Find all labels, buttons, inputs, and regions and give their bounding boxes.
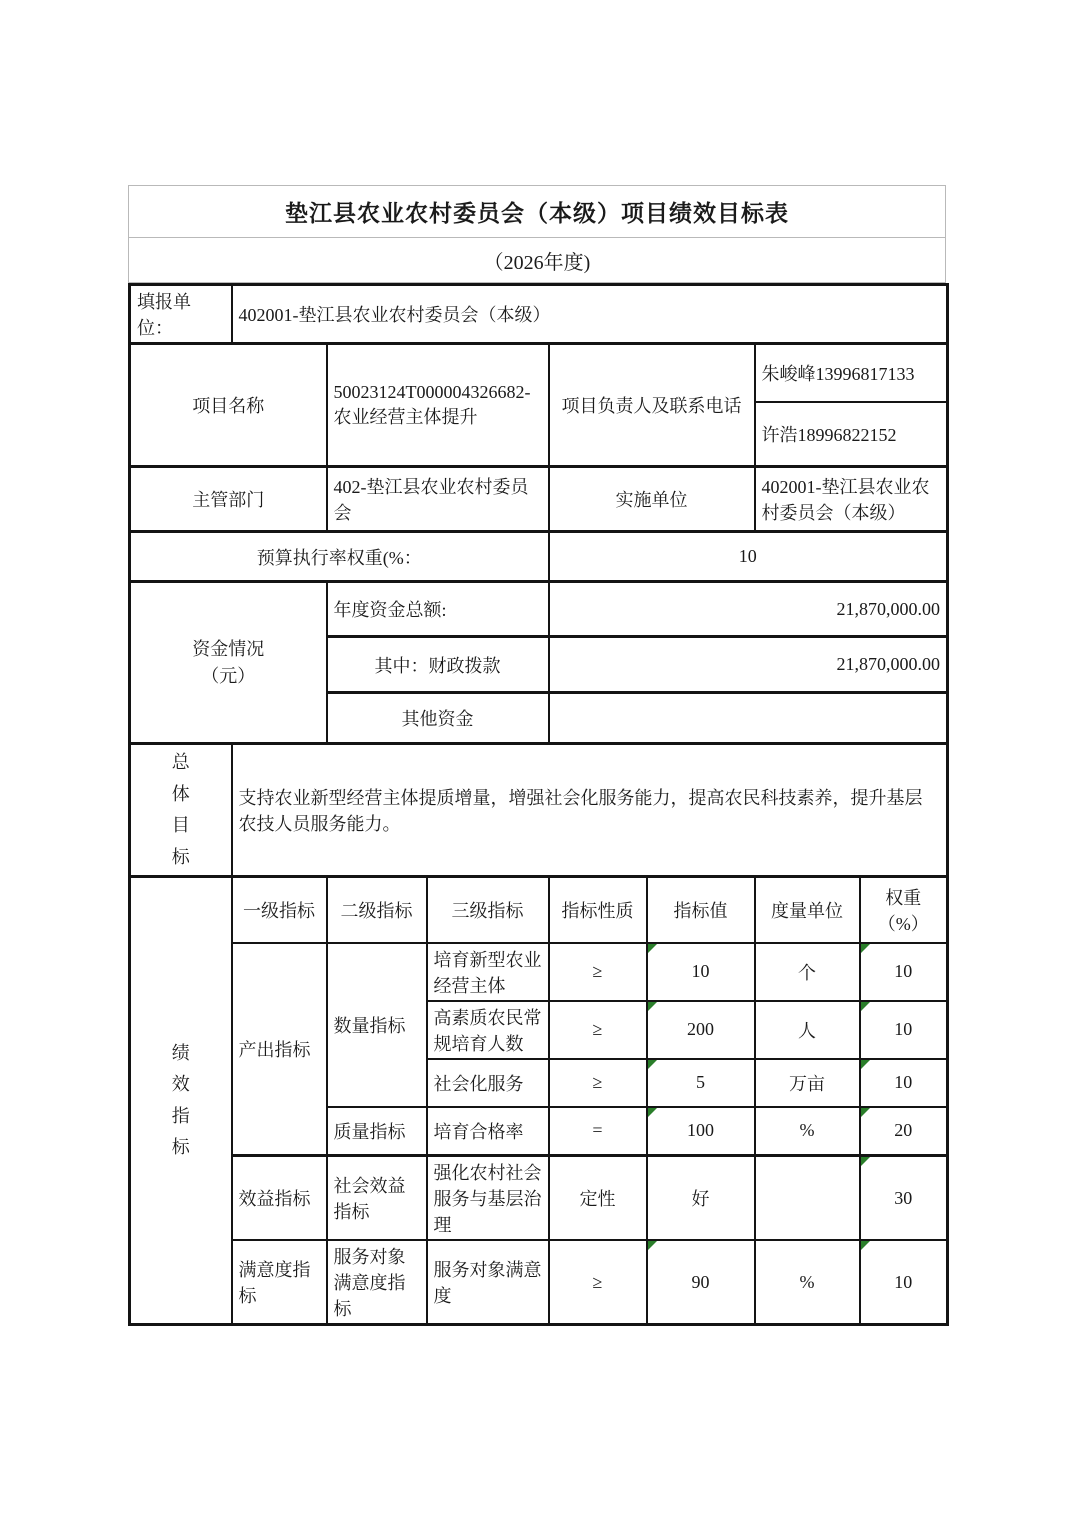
cell-flag-triangle xyxy=(861,944,870,953)
leader-phone-2: 许浩18996822152 xyxy=(755,402,948,467)
leader-phone-1: 朱峻峰13996817133 xyxy=(755,344,948,402)
indicator-level1-output: 产出指标 xyxy=(232,943,327,1156)
cell-flag-triangle xyxy=(648,1108,657,1117)
fund-group-label-line2: （元） xyxy=(201,665,256,686)
fund-other-label: 其他资金 xyxy=(327,693,549,744)
project-name-value: 50023124T000004326682-农业经营主体提升 xyxy=(327,344,549,467)
performance-target-form xyxy=(128,185,946,1326)
cell-flag-triangle xyxy=(861,1002,870,1011)
indicator-nature: ≥ xyxy=(549,1059,647,1107)
indicator-weight: 30 xyxy=(860,1156,948,1241)
perf-group-label: 绩效指标 xyxy=(130,877,232,1325)
cell-flag-triangle xyxy=(861,1108,870,1117)
indicator-unit: 人 xyxy=(755,1001,860,1059)
cell-flag-triangle xyxy=(861,1241,870,1250)
indicator-level3: 培育新型农业经营主体 xyxy=(427,943,549,1001)
indicator-unit: % xyxy=(755,1240,860,1325)
indicator-value: 200 xyxy=(647,1001,755,1059)
cell-flag-triangle xyxy=(648,944,657,953)
indicator-row xyxy=(130,1240,948,1325)
dept-label: 主管部门 xyxy=(130,467,327,532)
report-unit-label: 填报单位： xyxy=(130,285,232,344)
indicator-nature: ≥ xyxy=(549,943,647,1001)
indicator-unit: 个 xyxy=(755,943,860,1001)
indicator-level3: 社会化服务 xyxy=(427,1059,549,1107)
budget-rate-label: 预算执行率权重(%： xyxy=(130,532,549,582)
fund-fiscal-value: 21,870,000.00 xyxy=(549,637,948,693)
indicator-value: 10 xyxy=(647,943,755,1001)
cell-flag-triangle xyxy=(861,1157,870,1166)
indicator-row xyxy=(130,1156,948,1241)
fund-total-value: 21,870,000.00 xyxy=(549,582,948,637)
indicator-level2-satisfaction: 服务对象满意度指标 xyxy=(327,1240,427,1325)
col-header-level3: 三级指标 xyxy=(427,877,549,943)
fund-other-value xyxy=(549,693,948,744)
indicator-value: 5 xyxy=(647,1059,755,1107)
fund-group-label-line1: 资金情况 xyxy=(192,638,265,659)
project-leader-label: 项目负责人及联系电话 xyxy=(549,344,755,467)
project-name-label: 项目名称 xyxy=(130,344,327,467)
indicator-value: 90 xyxy=(647,1240,755,1325)
fund-fiscal-label: 其中：财政拨款 xyxy=(327,637,549,693)
indicator-level2-quantity: 数量指标 xyxy=(327,943,427,1107)
cell-flag-triangle xyxy=(861,1060,870,1069)
indicator-value: 100 xyxy=(647,1107,755,1156)
col-header-level1: 一级指标 xyxy=(232,877,327,943)
indicator-nature: ≥ xyxy=(549,1001,647,1059)
indicator-unit: % xyxy=(755,1107,860,1156)
fund-total-label: 年度资金总额: xyxy=(327,582,549,637)
fund-group-label xyxy=(130,582,327,744)
impl-unit-label: 实施单位 xyxy=(549,467,755,532)
indicator-weight: 10 xyxy=(860,1059,948,1107)
indicator-unit xyxy=(755,1156,860,1241)
indicator-value: 好 xyxy=(647,1156,755,1241)
impl-unit-value: 402001-垫江县农业农村委员会（本级） xyxy=(755,467,948,532)
indicator-level2-social-benefit: 社会效益指标 xyxy=(327,1156,427,1241)
form-year: （2026年度) xyxy=(129,237,945,282)
indicator-weight: 20 xyxy=(860,1107,948,1156)
indicator-nature: = xyxy=(549,1107,647,1156)
form-table xyxy=(128,283,949,1326)
indicator-nature: 定性 xyxy=(549,1156,647,1241)
indicator-level1-benefit: 效益指标 xyxy=(232,1156,327,1241)
indicator-weight: 10 xyxy=(860,1240,948,1325)
report-unit-value: 402001-垫江县农业农村委员会（本级） xyxy=(232,285,948,344)
cell-flag-triangle xyxy=(648,1060,657,1069)
indicator-weight: 10 xyxy=(860,943,948,1001)
col-header-weight: 权重（%） xyxy=(860,877,948,943)
indicator-level3: 培育合格率 xyxy=(427,1107,549,1156)
col-header-nature: 指标性质 xyxy=(549,877,647,943)
indicator-row xyxy=(130,943,948,1001)
form-title: 垫江县农业农村委员会（本级）项目绩效目标表 xyxy=(285,201,789,226)
indicator-nature: ≥ xyxy=(549,1240,647,1325)
cell-flag-triangle xyxy=(648,1241,657,1250)
indicator-weight: 10 xyxy=(860,1001,948,1059)
form-title-block xyxy=(128,185,946,283)
indicator-level2-quality: 质量指标 xyxy=(327,1107,427,1156)
indicator-level3: 强化农村社会服务与基层治理 xyxy=(427,1156,549,1241)
indicator-unit: 万亩 xyxy=(755,1059,860,1107)
indicator-level3: 高素质农民常规培育人数 xyxy=(427,1001,549,1059)
overall-goal-label: 总体目标 xyxy=(130,744,232,877)
dept-value: 402-垫江县农业农村委员会 xyxy=(327,467,549,532)
col-header-unit: 度量单位 xyxy=(755,877,860,943)
col-header-level2: 二级指标 xyxy=(327,877,427,943)
indicator-level3: 服务对象满意度 xyxy=(427,1240,549,1325)
overall-goal-text: 支持农业新型经营主体提质增量，增强社会化服务能力，提高农民科技素养，提升基层农技人员服务能力。 xyxy=(232,744,948,877)
indicator-level1-satisfaction: 满意度指标 xyxy=(232,1240,327,1325)
budget-rate-value: 10 xyxy=(549,532,948,582)
col-header-value: 指标值 xyxy=(647,877,755,943)
cell-flag-triangle xyxy=(648,1002,657,1011)
